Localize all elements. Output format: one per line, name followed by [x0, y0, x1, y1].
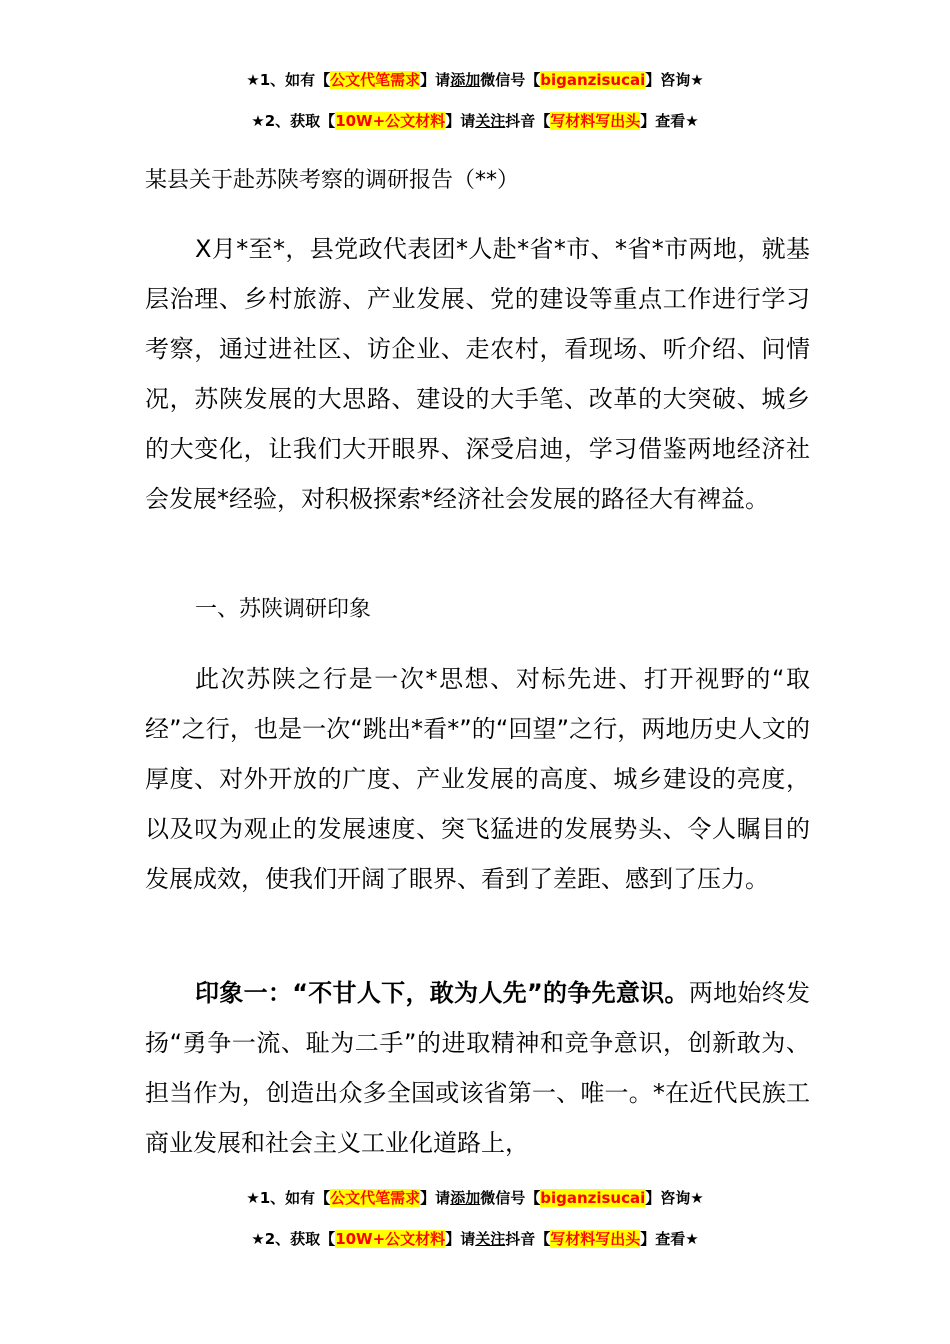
footer-line1-suffix: 】咨询★	[645, 1189, 704, 1207]
footer-line2-mid-2: 抖音【	[505, 1230, 551, 1248]
header-line1-prefix: ★1、如有【	[246, 71, 331, 89]
footer-line1-underline: 添加	[450, 1189, 481, 1207]
footer-ad-line-2	[0, 1229, 950, 1249]
header-line1-mid-2: 微信号【	[480, 71, 541, 89]
paragraph-impression-one	[145, 968, 810, 1168]
header-line2-highlight-2: 写材料写出头	[550, 112, 641, 130]
footer-line2-highlight-2: 写材料写出头	[550, 1230, 641, 1248]
footer-line1-mid-1: 】请	[420, 1189, 451, 1207]
header-line2-underline: 关注	[475, 112, 506, 130]
impression-one-heading: 印象一：“不甘人下，敢为人先”的争先意识。	[195, 979, 689, 1007]
header-line1-highlight-2: biganzisucai	[540, 71, 646, 89]
paragraph-impression-overview: 此次苏陕之行是一次*思想、对标先进、打开视野的“取经”之行，也是一次“跳出*看*”的“回望”之行，两地历史人文的厚度、对外开放的广度、产业发展的高度、城乡建设的亮度，以及叹为观止的发展速度、突飞猛进的发展势头、令人瞩目的发展成效，使我们开阔了眼界、看到了差距、感到了压力。	[145, 665, 810, 893]
header-line1-highlight-1: 公文代笔需求	[330, 71, 421, 89]
paragraph-intro: X月*至*，县党政代表团*人赴*省*市、*省*市两地，就基层治理、乡村旅游、产业发展、党的建设等重点工作进行学习考察，通过进社区、访企业、走农村，看现场、听介绍、问情况，苏陕发展的大思路、建设的大手笔、改革的大突破、城乡的大变化，让我们大开眼界、深受启迪，学习借鉴两地经济社会发展*经验，对积极探索*经济社会发展的路径大有裨益。	[145, 235, 810, 513]
header-line2-mid-1: 】请	[445, 112, 476, 130]
footer-line2-highlight-1: 10W+公文材料	[335, 1230, 446, 1248]
header-line1-mid-1: 】请	[420, 71, 451, 89]
header-line1-underline: 添加	[450, 71, 481, 89]
header-line2-prefix: ★2、获取【	[251, 112, 336, 130]
footer-line1-mid-2: 微信号【	[480, 1189, 541, 1207]
section-heading-1: 一、苏陕调研印象	[195, 597, 372, 622]
footer-line2-underline: 关注	[475, 1230, 506, 1248]
footer-ad-line-1	[0, 1188, 950, 1208]
header-line2-suffix: 】查看★	[640, 112, 699, 130]
header-ad-line-1	[0, 70, 950, 90]
footer-line2-prefix: ★2、获取【	[251, 1230, 336, 1248]
footer-line2-suffix: 】查看★	[640, 1230, 699, 1248]
header-line2-highlight-1: 10W+公文材料	[335, 112, 446, 130]
footer-line2-mid-1: 】请	[445, 1230, 476, 1248]
footer-line1-highlight-2: biganzisucai	[540, 1189, 646, 1207]
header-line1-suffix: 】咨询★	[645, 71, 704, 89]
footer-line1-prefix: ★1、如有【	[246, 1189, 331, 1207]
footer-line1-highlight-1: 公文代笔需求	[330, 1189, 421, 1207]
impression-one-text: 两地始终发扬“勇争一流、耻为二手”的进取精神和竞争意识，创新敢为、担当作为，创造出众多全国或该省第一、唯一。*在近代民族工商业发展和社会主义工业化道路上，	[145, 979, 811, 1157]
header-line2-mid-2: 抖音【	[505, 112, 551, 130]
header-ad-line-2	[0, 111, 950, 131]
document-title: 某县关于赴苏陕考察的调研报告（**）	[145, 168, 520, 193]
